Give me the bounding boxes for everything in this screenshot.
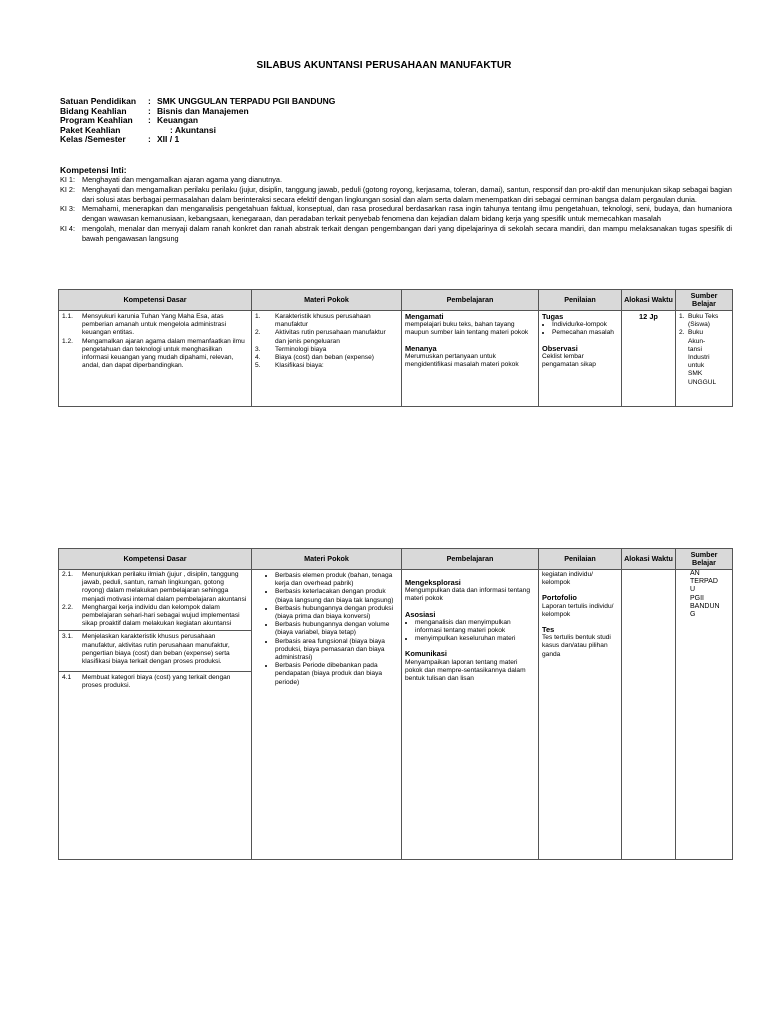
cell-pembelajaran [402, 570, 539, 860]
materi-item [255, 362, 398, 370]
header-alokasi-waktu: Alokasi Waktu [622, 549, 676, 570]
penilaian-text: Tes tertulis bentuk studi kasus dan/atau pilihan ganda [542, 634, 611, 658]
identity-colon: : [148, 115, 151, 126]
cell-alokasi-waktu: 12 Jp [622, 311, 676, 407]
pembelajaran-item: • menganalisis dan menyimpulkan informasi tentang materi pokok [415, 619, 535, 635]
cell-alokasi-waktu [622, 570, 676, 860]
penilaian-text: kegiatan individu/ kelompok [542, 571, 593, 587]
materi-number: 1. [255, 313, 261, 320]
pembelajaran-list [405, 619, 535, 644]
ki-text: Memahami, menerapkan dan menganalisis pengetahuan faktual, konseptual, dan rasa prosedural berdasarkan rasa ingin tahunya tentang ilmu pengetahuan, teknologi, seni, budaya, dan humaniora dengan wawasan kemanusiaan, kebangsaan, kenegaraan, dan peradaban terkait penyebab fenomena dan kejadian dalam bidang kerja yang spesifik untuk memecahkan masalah [82, 204, 732, 224]
cell-sumber-belajar [676, 311, 733, 407]
materi-number: 4. [255, 354, 261, 362]
kd-text: Mensyukuri karunia Tuhan Yang Maha Esa, atas pemberian amanah untuk mengelola administrasi keuangan entitas. [82, 313, 227, 337]
penilaian-heading: Tugas [542, 312, 564, 321]
penilaian-heading: Portofolio [542, 593, 577, 603]
penilaian-item: • Individu/ke-lompok [552, 321, 618, 329]
ki-text: Menghayati dan mengamalkan ajaran agama yang dianutnya. [82, 175, 282, 184]
penilaian-text: Ceklist lembar pengamatan sikap [542, 352, 596, 369]
kd-divider [59, 671, 251, 672]
identity-value: XII / 1 [157, 134, 180, 145]
materi-item: • Berbasis hubungannya dengan produksi (biaya prima dan biaya konversi) [275, 605, 398, 621]
document-title: SILABUS AKUNTANSI PERUSAHAAN MANUFAKTUR [256, 60, 512, 71]
table-header-row [59, 290, 733, 311]
syllabus-table-1 [58, 289, 733, 407]
identity-value: Bisnis dan Manajemen [157, 105, 249, 116]
identity-label: Satuan Pendidikan [60, 96, 137, 106]
penilaian-item: • Pemecahan masalah [552, 329, 618, 337]
cell-materi-pokok [252, 570, 402, 860]
pembelajaran-text: Merumuskan pertanyaan untuk mengidentifikasi masalah materi pokok [405, 352, 519, 369]
pembelajaran-item: • menyimpulkan keseluruhan materi [415, 635, 535, 643]
sumber-number: 2. [679, 329, 685, 337]
kd-divider [59, 630, 251, 631]
ki-code: KI 1: [60, 175, 76, 184]
ki-heading: Kompetensi Inti: [60, 165, 127, 175]
header-sumber-belajar: Sumber Belajar [676, 290, 733, 311]
ki-code: KI 3: [60, 204, 76, 214]
header-alokasi-waktu: Alokasi Waktu [622, 290, 676, 311]
kd-item [62, 674, 248, 690]
syllabus-table-2 [58, 548, 733, 860]
table-row [59, 311, 733, 407]
header-kompetensi-dasar: Kompetensi Dasar [59, 549, 252, 570]
kd-number: 2.1. [62, 571, 73, 578]
kd-item [62, 338, 248, 371]
cell-kompetensi-dasar [59, 570, 252, 860]
pembelajaran-text: mempelajari buku teks, bahan tayang maupun sumber lain tentang materi pokok [405, 321, 529, 337]
materi-list [255, 572, 398, 687]
kd-number: 2.2. [62, 603, 73, 611]
kd-number: 4.1 [62, 674, 72, 682]
cell-penilaian [539, 570, 622, 860]
penilaian-heading: Observasi [542, 343, 578, 353]
kd-text: Menghargai kerja individu dan kelompok dalam pembelajaran sehari-hari sebagai wujud implementasi sikap proaktif dalam melakukan kegiatan akuntansi [82, 603, 240, 628]
header-kompetensi-dasar: Kompetensi Dasar [59, 290, 252, 311]
penilaian-heading: Tes [542, 625, 555, 635]
identity-label: Kelas /Semester [60, 134, 126, 145]
identity-value: : Akuntansi [170, 124, 216, 135]
kd-text: Menjelaskan karakteristik khusus perusahaan manufaktur, aktivitas rutin perusahaan manufaktur, pengertian biaya (cost) dan beban (expense) serta klasifikasi biaya terkait dengan proses produksi. [82, 633, 230, 666]
identity-value: SMK UNGGULAN TERPADU PGII BANDUNG [157, 96, 336, 106]
kd-item [62, 571, 248, 604]
cell-materi-pokok [252, 311, 402, 407]
ki-code: KI 4: [60, 223, 76, 233]
materi-item [255, 346, 398, 354]
ki-item [60, 175, 732, 185]
sumber-item [679, 329, 729, 386]
identity-label: Bidang Keahlian [60, 105, 127, 116]
header-materi-pokok: Materi Pokok [252, 290, 402, 311]
header-sumber-belajar: Sumber Belajar [676, 549, 733, 570]
materi-text: Biaya (cost) dan beban (expense) [275, 354, 374, 362]
ki-item [60, 185, 732, 205]
kd-text: Membuat kategori biaya (cost) yang terkait dengan proses produksi. [82, 674, 231, 690]
materi-item [255, 354, 398, 362]
header-penilaian: Penilaian [539, 290, 622, 311]
table-header-row [59, 549, 733, 570]
kd-item [62, 313, 248, 338]
materi-number: 3. [255, 345, 261, 353]
materi-item: • Berbasis area fungsional (biaya biaya produksi, biaya pemasaran dan biaya administrasi) [275, 638, 398, 663]
materi-item: • Berbasis hubungannya dengan volume (biaya variabel, biaya tetap) [275, 621, 398, 637]
identity-colon: : [148, 96, 151, 106]
cell-penilaian [539, 311, 622, 407]
materi-item: • Berbasis keterlacakan dengan produk (biaya langsung dan biaya tak langsung) [275, 588, 398, 604]
ki-text: Menghayati dan mengamalkan perilaku perilaku (jujur, disiplin, tanggung jawab, peduli (gotong royong, kerjasama, toleran, damai), santun, responsif dan pro-aktif dan menunjukan sikap sebagai bagian dari solusi atas berbagai permasalahan dalam berinteraksi secara efektif dengan lingkungan sosial dan alam serta dalam menempatkan diri sebagai cerminan bangsa dalam pergaulan dunia. [82, 184, 732, 204]
header-pembelajaran: Pembelajaran [402, 290, 539, 311]
header-materi-pokok: Materi Pokok [252, 549, 402, 570]
materi-item [255, 313, 398, 329]
materi-number: 5. [255, 362, 261, 370]
kd-text: Menunjukkan perilaku ilmiah (jujur , disiplin, tanggung jawab, peduli, santun, ramah lingkungan, gotong royong) dalam melakukan pembelajaran sehingga menjadi motivasi internal dalam pembelajaran akuntansi [82, 571, 247, 603]
pembelajaran-heading: Asosiasi [405, 609, 436, 619]
pembelajaran-text: Mengumpulkan data dan informasi tentang materi pokok [405, 587, 530, 603]
materi-item [255, 329, 398, 345]
kd-text: Mengamalkan ajaran agama dalam memanfaatkan ilmu pengetahuan dan teknologi untuk menghasilkan informasi keuangan yang mudah dipahami, relevan, andal, dan dapat diperbandingkan. [82, 337, 245, 370]
identity-colon: : [148, 134, 151, 145]
identity-colon: : [148, 105, 151, 116]
materi-text: Terminologi biaya [275, 345, 327, 353]
pembelajaran-text: Menyampaikan laporan tentang materi pokok dan mempre-sentasikannya dalam bentuk tulisan dan lisan [405, 658, 526, 683]
cell-kompetensi-dasar [59, 311, 252, 407]
sumber-item [679, 313, 729, 329]
penilaian-text: Laporan tertulis individu/ kelompok [542, 602, 614, 618]
ki-item [60, 224, 732, 244]
pembelajaran-heading: Mengeksplorasi [405, 578, 461, 587]
identity-value: Keuangan [157, 115, 199, 126]
pembelajaran-heading: Menanya [405, 343, 437, 353]
ki-text: mengolah, menalar dan menyaji dalam ranah konkret dan ranah abstrak terkait dengan pengembangan dari yang dipelajarinya di sekolah secara mandiri, dan mampu melaksanakan tugas spesifik di bawah pengawasan langsung [82, 223, 732, 243]
penilaian-list [542, 321, 618, 337]
table-row [59, 570, 733, 860]
header-pembelajaran: Pembelajaran [402, 549, 539, 570]
identity-block [60, 97, 335, 145]
cell-pembelajaran [402, 311, 539, 407]
identity-label: Paket Keahlian [60, 124, 121, 135]
kd-number: 3.1. [62, 633, 73, 641]
kd-item [62, 633, 248, 666]
pembelajaran-heading: Mengamati [405, 312, 444, 321]
materi-number: 2. [255, 329, 261, 337]
sumber-text: Buku Akun-tansi Industri untuk SMK UNGGUL [688, 329, 717, 386]
kd-item [62, 604, 248, 629]
kd-number: 1.1. [62, 313, 73, 320]
header-penilaian: Penilaian [539, 549, 622, 570]
pembelajaran-heading: Komunikasi [405, 649, 447, 659]
kd-number: 1.2. [62, 337, 73, 345]
ki-item [60, 204, 732, 224]
materi-text: Karakteristik khusus perusahaan manufaktur [275, 313, 371, 329]
materi-text: Klasifikasi biaya: [275, 362, 324, 370]
materi-item: • Berbasis Periode dibebankan pada pendapatan (biaya produk dan biaya periode) [275, 662, 398, 687]
ki-code: KI 2: [60, 184, 76, 194]
cell-sumber-belajar: AN TERPAD U PGII BANDUN G [676, 570, 733, 860]
sumber-number: 1. [679, 313, 685, 320]
materi-item: • Berbasis elemen produk (bahan, tenaga kerja dan overhead pabrik) [275, 572, 398, 588]
materi-text: Aktivitas rutin perusahaan manufaktur dan jenis pengeluaran [275, 329, 386, 345]
identity-label: Program Keahlian [60, 115, 133, 126]
sumber-text: Buku Teks (Siswa) [688, 313, 719, 329]
ki-list [60, 175, 732, 244]
identity-row-kelas [60, 135, 335, 145]
